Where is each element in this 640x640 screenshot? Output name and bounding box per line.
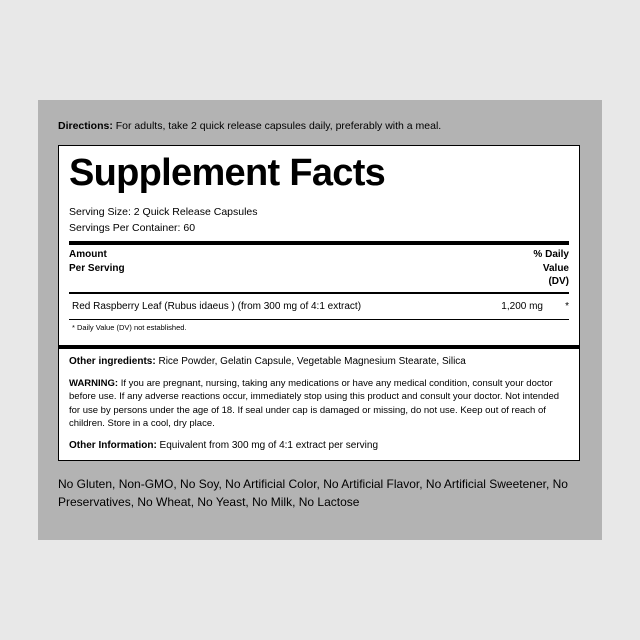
nutrient-amount: 1,200 mg — [501, 300, 543, 312]
label-panel — [38, 100, 602, 540]
dv-header-line3: (DV) — [548, 276, 569, 288]
directions-line — [58, 120, 586, 134]
warning-text: If you are pregnant, nursing, taking any medications or have any medical condition, consult your doctor before use. If any adverse reactions occur, immediately stop using this product and consult your doctor. Not intended for use by persons under the age of 18. If seal under cap is damaged or missing, do not use. Keep out of reach of children. Store in a cool, dry place. — [69, 377, 560, 430]
other-ingredients-line — [59, 349, 579, 371]
daily-value-footnote: * Daily Value (DV) not established. — [72, 322, 187, 332]
warning-line — [59, 371, 579, 433]
table-header-row — [69, 245, 569, 292]
servings-per-container: Servings Per Container: 60 — [69, 222, 196, 235]
other-ingredients-label: Other ingredients: — [69, 355, 156, 367]
supplement-facts-title: Supplement Facts — [69, 152, 386, 194]
nutrient-name: Red Raspberry Leaf (Rubus idaeus ) (from 300 mg of 4:1 extract) — [72, 300, 362, 312]
additional-info-section — [59, 349, 579, 461]
dv-header-line1: % Daily — [533, 249, 569, 261]
directions-text: For adults, take 2 quick release capsules daily, preferably with a meal. — [112, 120, 442, 132]
amount-header-line2: Per Serving — [69, 262, 125, 274]
warning-label: WARNING: — [69, 377, 119, 389]
daily-value-header — [533, 248, 569, 289]
table-row — [69, 294, 569, 319]
amount-header-line1: Amount — [69, 249, 107, 261]
directions-label: Directions: — [58, 120, 113, 132]
supplement-facts-inner — [59, 146, 579, 340]
dv-header-line2: Value — [542, 262, 569, 274]
serving-size: Serving Size: 2 Quick Release Capsules — [69, 205, 258, 218]
other-information-line — [59, 433, 579, 455]
other-information-label: Other Information: — [69, 439, 157, 451]
spacer — [59, 454, 579, 460]
product-claims: No Gluten, Non-GMO, No Soy, No Artificial Color, No Artificial Flavor, No Artificial Sweetener, No Preservatives, No Wheat, No Yeast, No Milk, No Lactose — [58, 477, 568, 509]
supplement-facts-box — [58, 145, 580, 461]
other-ingredients-text: Rice Powder, Gelatin Capsule, Vegetable Magnesium Stearate, Silica — [155, 355, 466, 367]
nutrient-daily-value: * — [565, 300, 569, 312]
other-information-text: Equivalent from 300 mg of 4:1 extract per serving — [156, 439, 379, 451]
amount-per-serving-header — [69, 248, 125, 275]
